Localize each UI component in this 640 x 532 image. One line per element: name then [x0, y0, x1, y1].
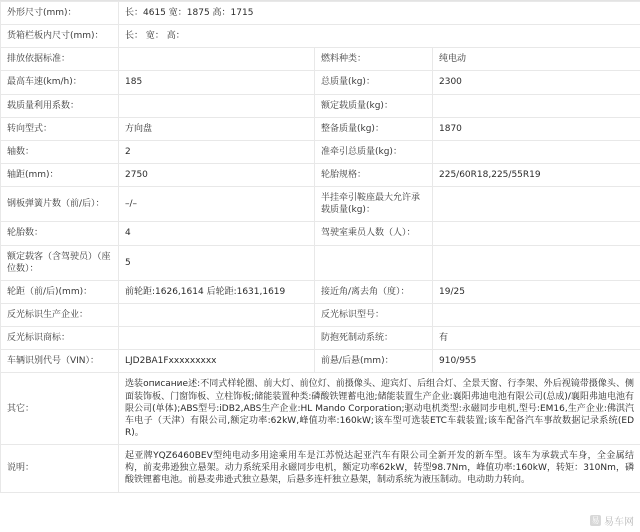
table-row	[1, 140, 640, 163]
table-row	[1, 48, 640, 71]
row-label-right: 前悬/后悬(mm)：	[315, 350, 433, 373]
row-value-right: 有	[433, 327, 640, 350]
table-row-other	[1, 373, 640, 445]
table-row	[1, 2, 640, 25]
table-row	[1, 71, 640, 94]
row-value-right: 910/955	[433, 350, 640, 373]
row-value-right: 1870	[433, 117, 640, 140]
row-label-left: 轮胎数：	[1, 222, 119, 245]
row-label-left: 转向型式：	[1, 117, 119, 140]
row-label-left: 反光标识商标：	[1, 327, 119, 350]
row-label-right: 驾驶室乘员人数（人）：	[315, 222, 433, 245]
watermark-text: 易车网	[604, 517, 634, 528]
row-value-left	[119, 303, 315, 326]
row-value-right: 19/25	[433, 280, 640, 303]
row-value-left: 长： 宽： 高：	[119, 25, 640, 48]
row-label-right: 整备质量(kg)：	[315, 117, 433, 140]
row-label-left: 额定载客（含驾驶员）（座位数）：	[1, 245, 119, 280]
row-label-right: 半挂牵引鞍座最大允许承载质量(kg)：	[315, 187, 433, 222]
table-row	[1, 117, 640, 140]
row-value-right	[433, 94, 640, 117]
row-label-right: 额定载质量(kg)：	[315, 94, 433, 117]
row-label-right: 总质量(kg)：	[315, 71, 433, 94]
row-value-right	[433, 187, 640, 222]
row-value-left: 4	[119, 222, 315, 245]
row-value-right: 纯电动	[433, 48, 640, 71]
other-value: 选装описание述:不同式样轮圈、前大灯、前位灯、前摄像头、迎宾灯、后组合灯、全景天窗、行李架、外后视镜带摄像头、侧面装饰板、门窗饰板、立柱饰板;储能装置种类:磷酸铁锂蓄电池;储能装置生产企业:襄阳弗迪电池有限公司(总成)/襄阳弗迪电池有限公司(单体);ABS型号:iDB2,ABS生产企业:HL Mando Corporation;驱动电机类型:永磁同步电机,型号:EM16,生产企业:佛淇汽车电子（天津）有限公司,额定功率:62kW,峰值功率:160kW;该车型可选装ETC车载装置;该车配备汽车事故数据记录系统(EDR)。	[119, 373, 640, 445]
description-label: 说明：	[1, 445, 119, 492]
table-row	[1, 25, 640, 48]
row-label-right: 反光标识型号：	[315, 303, 433, 326]
row-value-right	[433, 140, 640, 163]
watermark-badge-icon: 易	[591, 516, 600, 525]
row-label-left: 排放依据标准：	[1, 48, 119, 71]
row-label-left: 钢板弹簧片数（前/后）：	[1, 187, 119, 222]
row-label-right: 轮胎规格：	[315, 163, 433, 186]
description-value: 起亚牌YQZ6460BEV型纯电动多用途乘用车是江苏悦达起亚汽车有限公司全新开发的新车型。该车为承载式车身，全金属结构，前麦弗逊独立悬架。动力系统采用永磁同步电机，额定功率62kW，转型98.7Nm，峰值功率:160kW，转矩：310Nm，磷酸铁锂蓄电池。前悬麦弗逊式独立悬架，后悬多连杆独立悬架，制动系统为液压制动。电动助力转向。	[119, 445, 640, 492]
table-row-description	[1, 445, 640, 492]
row-label-left: 轴数：	[1, 140, 119, 163]
row-value-right: 225/60R18,225/55R19	[433, 163, 640, 186]
row-value-left: –/–	[119, 187, 315, 222]
row-label-right: 准牵引总质量(kg)：	[315, 140, 433, 163]
row-label-right: 接近角/离去角（度）：	[315, 280, 433, 303]
table-row	[1, 327, 640, 350]
row-label-left: 轴距(mm)：	[1, 163, 119, 186]
row-label-left: 载质量利用系数：	[1, 94, 119, 117]
row-value-right	[433, 303, 640, 326]
row-value-left: 185	[119, 71, 315, 94]
row-value-left: 方向盘	[119, 117, 315, 140]
row-label-right: 防抱死制动系统：	[315, 327, 433, 350]
row-value-right: 2300	[433, 71, 640, 94]
table-row	[1, 187, 640, 222]
row-value-left: 2	[119, 140, 315, 163]
row-label-left: 最高车速(km/h)：	[1, 71, 119, 94]
row-label-right	[315, 245, 433, 280]
row-value-left	[119, 327, 315, 350]
row-value-right	[433, 222, 640, 245]
row-label-left: 货箱栏板内尺寸(mm)：	[1, 25, 119, 48]
row-value-left: 2750	[119, 163, 315, 186]
table-row	[1, 94, 640, 117]
row-value-left: 前轮距:1626,1614 后轮距:1631,1619	[119, 280, 315, 303]
table-row	[1, 163, 640, 186]
row-value-left: 长：4615 宽：1875 高：1715	[119, 2, 640, 25]
other-label: 其它：	[1, 373, 119, 445]
table-row	[1, 222, 640, 245]
row-value-left	[119, 94, 315, 117]
table-row	[1, 350, 640, 373]
table-row	[1, 245, 640, 280]
row-label-left: 轮距（前/后)(mm)：	[1, 280, 119, 303]
vehicle-spec-table	[0, 1, 640, 493]
row-value-right	[433, 245, 640, 280]
table-row	[1, 303, 640, 326]
row-label-left: 反光标识生产企业：	[1, 303, 119, 326]
row-value-left: 5	[119, 245, 315, 280]
watermark	[590, 513, 634, 528]
spec-table-body	[1, 2, 640, 493]
row-label-right: 燃料种类：	[315, 48, 433, 71]
row-label-left: 车辆识别代号（VIN）：	[1, 350, 119, 373]
row-label-left: 外形尺寸(mm)：	[1, 2, 119, 25]
row-value-left: LJD2BA1Fxxxxxxxxx	[119, 350, 315, 373]
table-row	[1, 280, 640, 303]
row-value-left	[119, 48, 315, 71]
